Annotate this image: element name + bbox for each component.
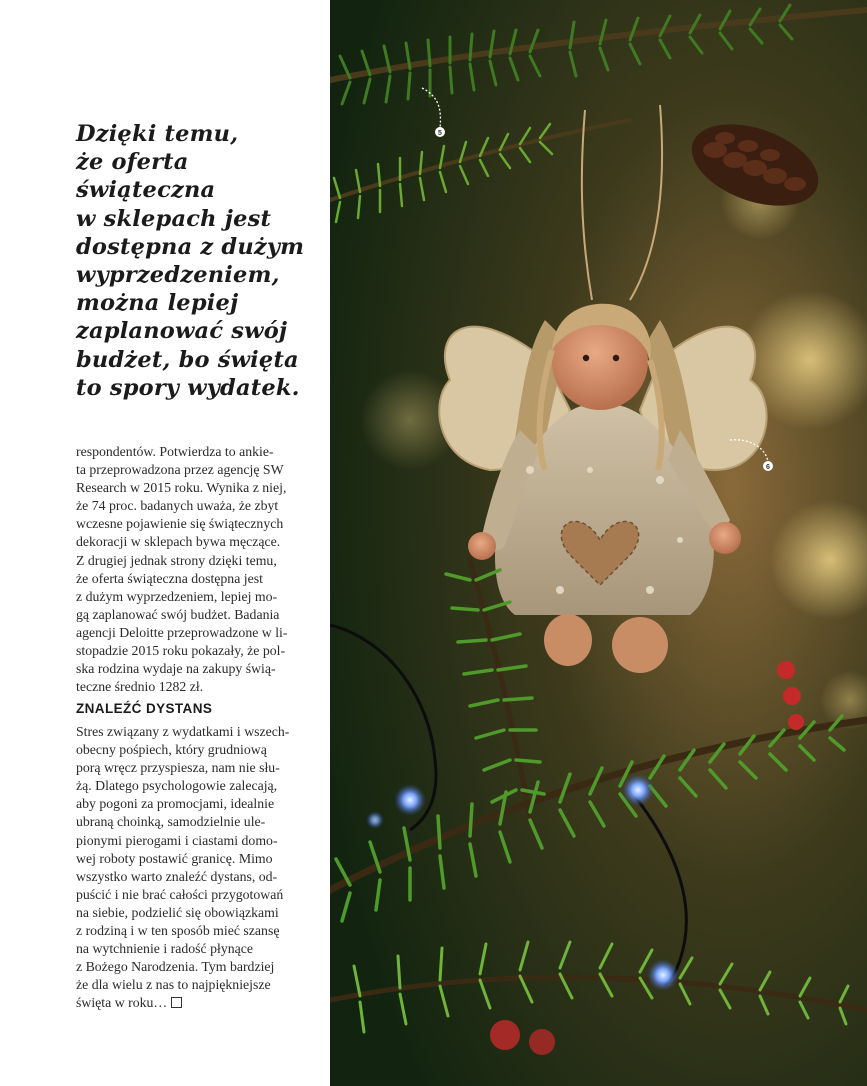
section-heading: ZNALEŹĆ DYSTANS [76,701,213,716]
article-paragraph: respondentów. Potwierdza to ankie- ta przeprowadzona przez agencję SW Research w 2015 roku. Wynika z niej, że 74 proc. badanych uważa, że zbyt wczesne pojawienie się świątecznych dekoracji w sklepach bywa męczące. Z drugiej jednak strony dzięki temu, że oferta świąteczna dostępna jest z dużym wyprzedzeniem, lepiej mo- gą zaplanować swój budżet. Badania agencji Deloitte przeprowadzone w li- stopadzie 2015 roku pokazały, że pol- ska rodzina wydaje na zakupy świą- teczne średnio 1282 zł. [76,444,288,695]
christmas-tree-photo [330,0,867,1086]
pull-quote: Dzięki temu, że oferta świąteczna w sklepach jest dostępna z dużym wyprzedzeniem, można lepiej zaplanować swój budżet, bo święta to spory wydatek. [76,121,305,401]
callout-number: 5 [438,130,442,137]
end-of-article-mark [171,997,182,1008]
photo-illustration [330,0,867,1086]
article-paragraph-text: Stres związany z wydatkami i wszech- obecny pośpiech, który grudniową porą wręcz przyspiesza, nam nie słu- żą. Dlatego psychologowie zalecają, aby pogoni za promocjami, idealnie ubraną choinką, samodzielnie ule- pionymi pierogami i ciastami domo- wej roboty postawić granicę. Mimo wszystko warto znaleźć dystans, od- puścić i nie brać całości przygotowań na siebie, podzielić się obowiązkami z rodziną i w ten sposób mieć szansę na wytchnienie i radość płynące z Bożego Narodzenia. Tym bardziej że dla wielu z nas to najpiękniejsze święta w roku… [76,724,290,1011]
text-column [0,0,330,1086]
article-paragraph-closing [76,723,308,1013]
callout-number: 6 [766,464,770,471]
